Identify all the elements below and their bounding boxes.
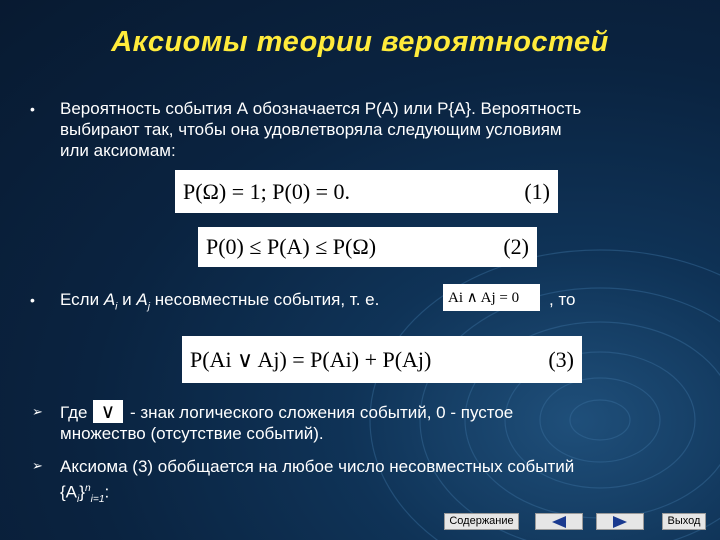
set-index: i (77, 494, 80, 506)
formula3-number: (3) (548, 346, 574, 372)
bullet2-body: несовместные события, т. е. (154, 290, 380, 309)
set-upper: n (84, 483, 91, 494)
bullet1-line2: выбирают так, чтобы она удовлетворяла следующим условиям (60, 120, 562, 139)
arrow2-line2 (60, 478, 109, 510)
slide-title: Аксиомы теории вероятностей (111, 26, 609, 58)
event-a-i: A (103, 290, 116, 309)
next-slide-button[interactable] (596, 513, 644, 530)
conjunction-and: и (122, 290, 132, 309)
arrow-bullet-icon: ➢ (32, 458, 43, 473)
arrow1-prefix: Где (60, 403, 88, 422)
set-open: {A (60, 482, 78, 502)
prev-slide-button[interactable] (535, 513, 583, 530)
triangle-left-icon (552, 516, 566, 528)
formula-inline-disjoint (443, 284, 540, 311)
set-colon: : (104, 482, 110, 502)
bullet2-suffix: , то (549, 290, 576, 309)
formula-axiom-3 (182, 336, 582, 383)
formula2-number: (2) (503, 234, 529, 259)
inline-formula-expression: Ai ∧ Aj = 0 (448, 290, 520, 306)
arrow1-line2: множество (отсутствие событий). (60, 424, 324, 443)
bullet1-line3: или аксиомам: (60, 141, 176, 160)
triangle-right-icon (613, 516, 627, 528)
formula2-expression: P(0) ≤ P(A) ≤ P(Ω) (206, 234, 377, 259)
bullet-marker: • (30, 101, 35, 117)
index-j: j (147, 301, 150, 313)
arrow2-line1: Аксиома (3) обобщается на любое число несовместных событий (60, 457, 575, 476)
event-a-j: A (136, 290, 148, 309)
set-lower: i=1 (90, 494, 105, 506)
formula-or-symbol (93, 400, 123, 423)
bullet2-prefix: Если (60, 290, 100, 309)
bullet1-text (60, 98, 700, 161)
bullet-marker: • (30, 292, 35, 308)
bullet1-line1: Вероятность события А обозначается Р(А) или Р{А}. Вероятность (60, 99, 582, 118)
arrow-bullet-icon: ➢ (32, 404, 43, 419)
index-i: i (115, 301, 118, 313)
formula-axiom-1 (175, 170, 558, 213)
contents-button[interactable]: Содержание (444, 513, 519, 530)
or-symbol: ∨ (100, 401, 116, 423)
formula3-expression: P(Ai ∨ Aj) = P(Ai) + P(Aj) (190, 346, 432, 372)
formula-axiom-2 (198, 227, 537, 267)
set-close: } (79, 482, 85, 502)
exit-button[interactable]: Выход (662, 513, 706, 530)
bullet2-text (60, 289, 379, 317)
formula1-number: (1) (524, 178, 550, 204)
arrow1-line1: - знак логического сложения событий, 0 - пустое (130, 403, 514, 422)
formula1-expression: P(Ω) = 1; P(0) = 0. (183, 178, 351, 204)
